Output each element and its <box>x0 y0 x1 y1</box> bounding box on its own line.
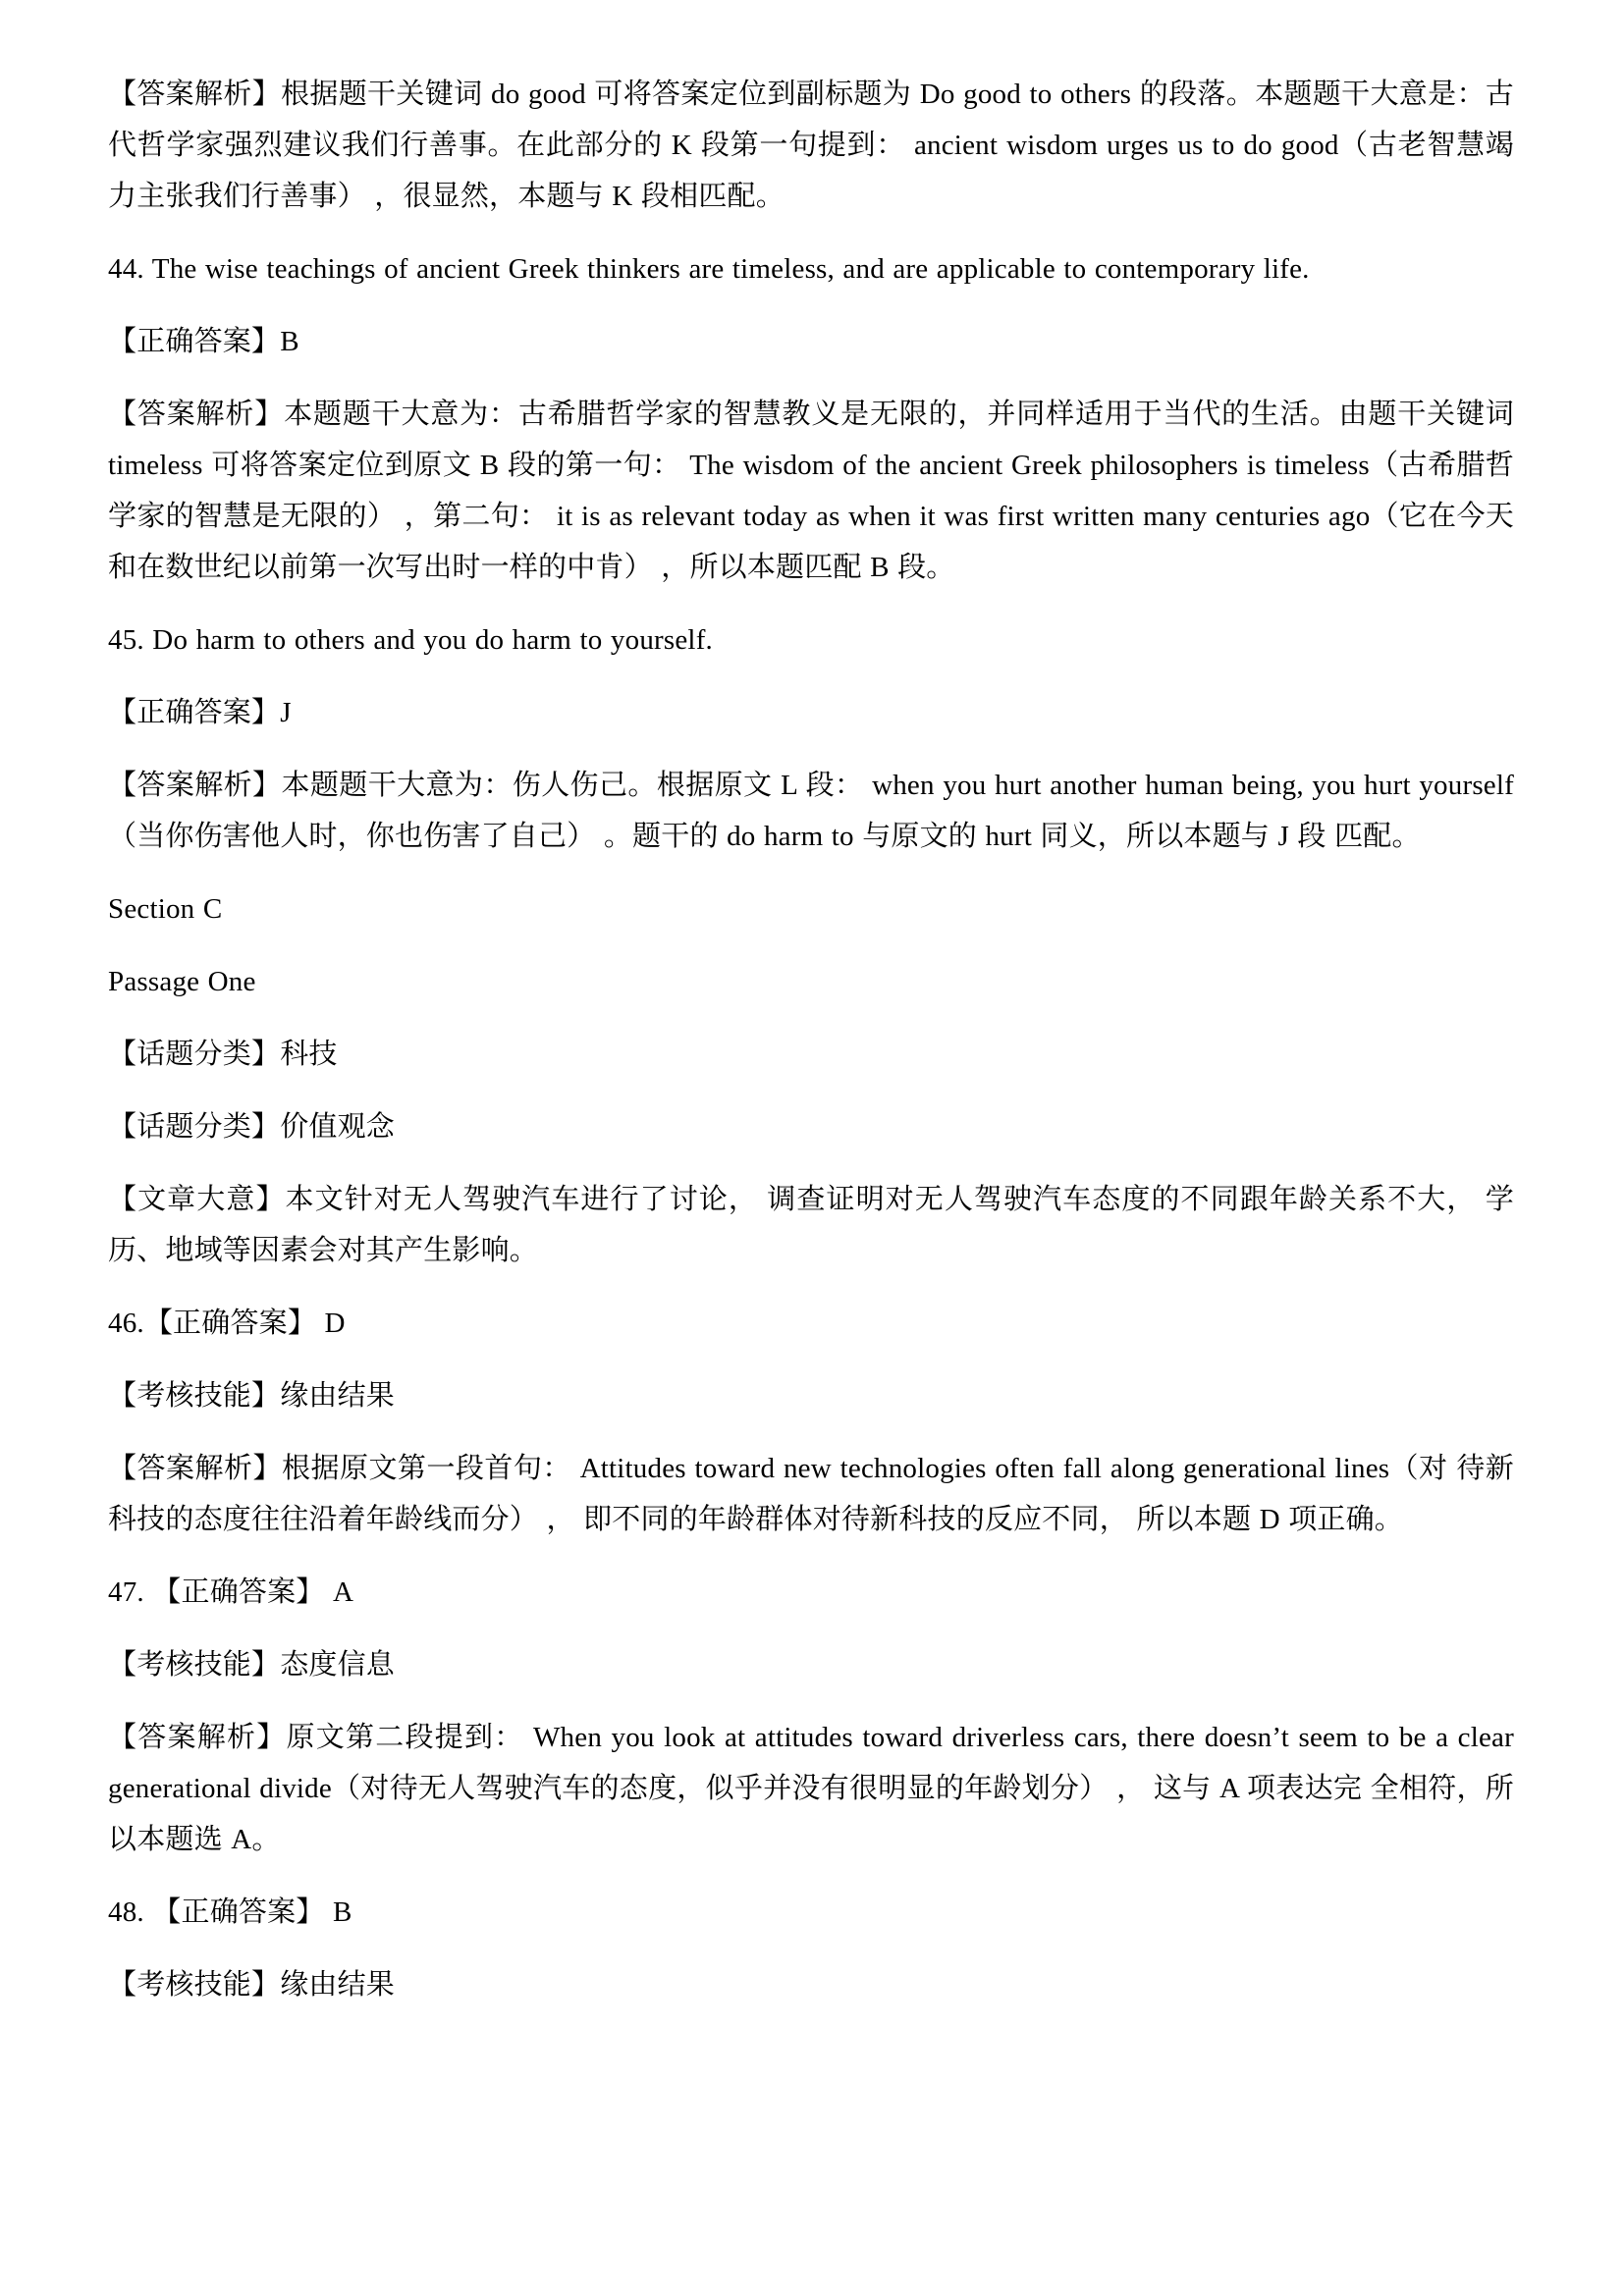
correct-answer-46: 46.【正确答案】 D <box>108 1308 346 1339</box>
correct-answer-48: 48. 【正确答案】 B <box>108 1896 352 1928</box>
paragraph-answer-analysis-47: 【答案解析】原文第二段提到： When you look at attitudes toward driverless cars, there doesn’t seem to be a clear generational divide（对待无人驾驶汽车的态度，似乎并没有很明显的年龄划分） ， 这与 A 项表达完 全相符，所以本题选 A。 <box>108 1722 1514 1855</box>
passage-summary: 【文章大意】本文针对无人驾驶汽车进行了讨论， 调查证明对无人驾驶汽车态度的不同跟年龄关系不大， 学历、地域等因素会对其产生影响。 <box>108 1184 1514 1266</box>
section-c-heading: Section C <box>108 893 223 925</box>
topic-category-tech: 【话题分类】科技 <box>108 1039 338 1070</box>
question-44-stem: 44. The wise teachings of ancient Greek thinkers are timeless, and are applicable to contemporary life. <box>108 253 1310 285</box>
correct-answer-47: 47. 【正确答案】 A <box>108 1576 354 1608</box>
tested-skill-46: 【考核技能】缘由结果 <box>108 1380 396 1412</box>
question-45-stem: 45. Do harm to others and you do harm to yourself. <box>108 624 714 656</box>
paragraph-answer-analysis-do-good: 【答案解析】根据题干关键词 do good 可将答案定位到副标题为 Do good to others 的段落。本题题干大意是：古代哲学家强烈建议我们行善事。在此部分的 K 段第一句提到： ancient wisdom urges us to do good（古老智慧竭力主张我们行善事） ，很显然，本题与 K 段相匹配。 <box>108 79 1514 212</box>
tested-skill-48: 【考核技能】缘由结果 <box>108 1969 396 2001</box>
passage-one-heading: Passage One <box>108 966 256 997</box>
paragraph-answer-analysis-45: 【答案解析】本题题干大意为：伤人伤己。根据原文 L 段： when you hurt another human being, you hurt yourself（当你伤害他人时，你也伤害了自己） 。题干的 do harm to 与原文的 hurt 同义，所以本题与 J 段 匹配。 <box>108 770 1514 852</box>
correct-answer-44: 【正确答案】B <box>108 326 299 357</box>
paragraph-answer-analysis-46: 【答案解析】根据原文第一段首句： Attitudes toward new technologies often fall along generational lines（对 待新科技的态度往往沿着年龄线而分） ， 即不同的年龄群体对待新科技的反应不同， 所以本题 D 项正确。 <box>108 1453 1514 1535</box>
tested-skill-47: 【考核技能】态度信息 <box>108 1649 396 1681</box>
topic-category-values: 【话题分类】价值观念 <box>108 1111 396 1143</box>
correct-answer-45: 【正确答案】J <box>108 697 292 728</box>
paragraph-answer-analysis-44: 【答案解析】本题题干大意为：古希腊哲学家的智慧教义是无限的，并同样适用于当代的生活。由题干关键词 timeless 可将答案定位到原文 B 段的第一句： The wisdom of the ancient Greek philosophers is timeless（古希腊哲学家的智慧是无限的） ，第二句： it is as relevant today as when it was first written many centuries ago（它在今天和在数世纪以前第一次写出时一样的中肯） ，所以本题匹配 B 段。 <box>108 399 1514 583</box>
